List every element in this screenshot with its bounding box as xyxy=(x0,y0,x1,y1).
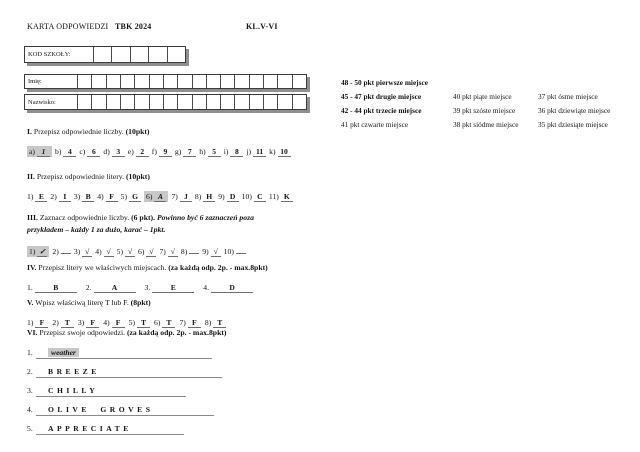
class-range-label: KL.V-VI xyxy=(246,22,278,31)
grid-cell[interactable] xyxy=(120,95,134,109)
answer-item xyxy=(159,246,177,257)
section-v xyxy=(27,297,357,328)
answer-item xyxy=(203,282,253,293)
answer-blank[interactable] xyxy=(37,147,50,157)
answer-item xyxy=(79,146,100,157)
answer-label: c) xyxy=(79,147,86,156)
answer-label: 7) xyxy=(159,247,166,256)
answer-label: 3) xyxy=(73,247,81,256)
answer-blank[interactable] xyxy=(154,192,166,202)
score-entry: 36 pkt dziewiąte miejsce xyxy=(538,106,611,115)
answer-item xyxy=(144,191,168,202)
answer-label: 8) xyxy=(180,247,188,256)
answers-row xyxy=(27,347,357,442)
answer-item xyxy=(74,191,94,202)
answer-blank[interactable] xyxy=(112,147,125,157)
answer-value: 11 xyxy=(256,147,264,156)
section-vi xyxy=(27,327,357,442)
answer-blank[interactable] xyxy=(254,192,266,202)
answer-value: E xyxy=(170,283,176,292)
section-points: (10pkt) xyxy=(126,172,150,181)
section-number: VI. xyxy=(27,328,38,337)
grid-cell[interactable] xyxy=(263,75,277,88)
answer-blank[interactable] xyxy=(203,192,215,202)
section-points: (8pkt) xyxy=(130,298,151,307)
answer-blank[interactable] xyxy=(211,247,221,257)
answer-item xyxy=(195,191,215,202)
section-number: III. xyxy=(27,213,38,222)
section-points: (za każdą odp. 2p. - max.8pkt) xyxy=(126,328,227,337)
answer-value: A xyxy=(111,283,118,292)
answers-row xyxy=(27,146,357,157)
answer-blank[interactable] xyxy=(211,283,253,293)
answer-value: 8 xyxy=(235,147,239,156)
answer-label: 10) xyxy=(223,247,234,256)
answer-blank[interactable] xyxy=(36,386,186,397)
answer-label: 6) xyxy=(154,318,161,327)
answer-item xyxy=(128,146,149,157)
answer-blank[interactable] xyxy=(82,247,92,257)
answer-blank[interactable] xyxy=(36,424,184,435)
answer-label: 2) xyxy=(50,192,57,201)
first-name-label: Imię: xyxy=(28,78,42,85)
answer-value: D xyxy=(229,192,236,201)
grid-cell[interactable] xyxy=(148,47,166,62)
answer-value: √ xyxy=(106,247,111,256)
last-name-label: Nazwisko: xyxy=(28,98,56,106)
answer-blank[interactable] xyxy=(94,283,136,293)
grid-cell[interactable] xyxy=(192,75,206,88)
section-iii xyxy=(27,212,357,257)
grid-cell[interactable] xyxy=(263,95,277,109)
answer-item xyxy=(145,282,195,293)
grid-cell[interactable] xyxy=(206,75,220,88)
answer-label: j) xyxy=(246,147,252,156)
answer-blank[interactable] xyxy=(189,244,199,254)
section-title: Przepisz litery we właściwych miejscach. xyxy=(38,263,167,272)
grid-cell[interactable] xyxy=(130,47,148,62)
answer-item xyxy=(269,191,293,202)
answer-item xyxy=(27,282,77,293)
answer-label: a) xyxy=(29,147,35,156)
answer-label: b) xyxy=(54,147,62,156)
answer-item xyxy=(202,246,220,257)
answer-label: 1) xyxy=(27,318,34,327)
answer-blank[interactable] xyxy=(63,147,76,157)
answer-value: √ xyxy=(170,247,175,256)
answer-item xyxy=(74,246,92,257)
answer-blank[interactable] xyxy=(281,192,293,202)
answer-blank[interactable] xyxy=(227,192,239,202)
grid-cell[interactable] xyxy=(91,95,105,109)
answer-value: OLIVE GROVES xyxy=(48,405,154,414)
section-number: II. xyxy=(27,172,35,181)
answer-blank[interactable] xyxy=(104,247,114,257)
answer-blank[interactable] xyxy=(278,147,291,157)
section-title: Przepisz odpowiednie litery. xyxy=(36,172,125,181)
score-entry: 45 - 47 pkt drugie miejsce xyxy=(341,92,422,101)
answer-value: ✓ xyxy=(39,247,46,256)
answer-label: 11) xyxy=(268,192,279,201)
grid-cell[interactable] xyxy=(163,95,177,109)
score-entry: 48 - 50 pkt pierwsze miejsce xyxy=(341,78,428,87)
answer-label: d) xyxy=(103,147,110,156)
score-entry xyxy=(538,76,610,90)
answer-item xyxy=(181,244,199,257)
section-heading xyxy=(27,212,357,236)
answer-label: 2) xyxy=(52,247,59,256)
answer-value: 10 xyxy=(280,147,288,156)
answer-blank[interactable] xyxy=(87,147,100,157)
answer-blank[interactable] xyxy=(35,283,77,293)
answer-item xyxy=(175,146,196,157)
answer-blank[interactable] xyxy=(180,192,192,202)
answer-item xyxy=(246,146,266,157)
answer-blank[interactable] xyxy=(253,147,266,157)
answer-label: 6) xyxy=(146,192,153,201)
answer-label: 7) xyxy=(179,318,186,327)
answer-value: G xyxy=(132,192,138,201)
score-entry: 35 pkt dziesiąte miejsce xyxy=(538,120,608,129)
answer-label: k) xyxy=(269,147,276,156)
answer-blank[interactable] xyxy=(37,247,47,257)
answer-item xyxy=(55,146,76,157)
section-iv xyxy=(27,262,357,293)
section-points: (6 pkt). xyxy=(131,213,156,222)
grid-cell[interactable] xyxy=(77,95,91,109)
answer-label: 3. xyxy=(144,283,151,292)
grid-cell[interactable] xyxy=(77,75,91,88)
answer-blank[interactable] xyxy=(35,192,47,202)
answer-value: 4 xyxy=(67,147,72,156)
answer-blank[interactable] xyxy=(146,247,156,257)
answer-value: C xyxy=(257,192,263,201)
answer-item xyxy=(199,146,220,157)
grid-cell[interactable] xyxy=(234,75,248,88)
answer-blank[interactable] xyxy=(236,244,246,254)
answer-value: I xyxy=(63,192,67,201)
answer-item xyxy=(117,246,135,257)
answer-label: 1. xyxy=(27,283,33,292)
answer-item xyxy=(27,191,47,202)
header xyxy=(27,22,617,31)
grid-cell[interactable] xyxy=(91,75,105,88)
section-heading xyxy=(27,126,357,138)
grid-cell[interactable] xyxy=(277,75,291,88)
answer-value: D xyxy=(229,283,235,292)
section-heading xyxy=(27,262,357,274)
section-heading xyxy=(27,171,357,183)
answer-blank[interactable] xyxy=(208,147,221,157)
grid-cell[interactable] xyxy=(149,75,163,88)
answer-item xyxy=(97,191,117,202)
answer-value: √ xyxy=(149,247,154,256)
answer-blank[interactable] xyxy=(36,367,222,378)
answer-label: 9) xyxy=(202,247,209,256)
answer-value: BREEZE xyxy=(48,367,100,376)
answer-value: √ xyxy=(85,247,90,256)
section-points: (za każdą odp. 2p. - max.8pkt) xyxy=(168,263,268,272)
answer-value: √ xyxy=(127,247,133,256)
section-number: V. xyxy=(27,298,34,307)
score-entry: 38 pkt siódme miejsce xyxy=(453,120,519,129)
grid-cell[interactable] xyxy=(292,95,306,109)
answer-item xyxy=(152,146,172,157)
answer-value: 5 xyxy=(212,147,217,156)
answer-blank[interactable] xyxy=(136,147,149,157)
section-number: IV. xyxy=(27,263,37,272)
answer-item xyxy=(86,282,136,293)
answer-label: e) xyxy=(127,147,134,156)
answer-label: 4) xyxy=(103,318,110,327)
score-entry xyxy=(453,76,538,90)
answer-label: 5. xyxy=(27,424,33,433)
grid-cell[interactable] xyxy=(177,95,191,109)
answer-label: i) xyxy=(223,147,229,156)
answer-value: 3 xyxy=(116,147,121,156)
answer-label: 4) xyxy=(97,192,104,201)
answer-item xyxy=(171,191,191,202)
section-i xyxy=(27,126,357,157)
answer-label: 3) xyxy=(77,318,85,327)
answer-label: 2) xyxy=(52,318,59,327)
answer-label: 1) xyxy=(27,192,34,201)
grid-cell[interactable] xyxy=(111,47,129,62)
answer-label: 8) xyxy=(194,192,202,201)
answer-value: K xyxy=(283,192,290,201)
answer-value: APPRECIATE xyxy=(48,424,132,433)
answer-blank[interactable] xyxy=(36,405,214,416)
section-title: Wpisz właściwą literę T lub F. xyxy=(35,298,129,307)
answer-blank[interactable] xyxy=(168,247,178,257)
answer-value: T xyxy=(166,318,172,327)
grid-cell[interactable] xyxy=(292,75,306,88)
grid-cell[interactable] xyxy=(277,95,291,109)
answer-item xyxy=(218,191,238,202)
answer-value: √ xyxy=(213,247,218,256)
first-name-field xyxy=(24,74,307,89)
grid-cell[interactable] xyxy=(234,95,248,109)
grid-cell[interactable] xyxy=(93,47,111,62)
answers-row xyxy=(27,191,357,202)
grid-cell[interactable] xyxy=(167,47,185,62)
answer-label: 3. xyxy=(27,386,33,395)
grid-cell[interactable] xyxy=(106,95,120,109)
answer-item xyxy=(52,244,70,257)
answer-label: f) xyxy=(151,147,157,156)
answer-label: 4. xyxy=(27,405,33,414)
answer-label: 1) xyxy=(29,247,36,256)
answer-label: 6) xyxy=(138,247,145,256)
answer-value: T xyxy=(64,318,70,327)
grid-cell[interactable] xyxy=(134,95,148,109)
last-name-field xyxy=(24,94,307,110)
answer-blank[interactable] xyxy=(230,147,243,157)
grid-cell[interactable] xyxy=(206,95,220,109)
score-entry: 37 pkt ósme miejsce xyxy=(538,92,598,101)
answer-label: 2. xyxy=(27,367,33,376)
section-heading xyxy=(27,297,357,309)
answer-value: 7 xyxy=(187,147,192,156)
grid-cell[interactable] xyxy=(120,75,134,88)
grid-cell[interactable] xyxy=(149,95,163,109)
answer-item xyxy=(27,385,357,404)
answer-value: weather xyxy=(48,348,79,357)
answer-label: 9) xyxy=(218,192,225,201)
answer-value: T xyxy=(217,318,223,327)
grid-cell[interactable] xyxy=(134,75,148,88)
edition-label: TBK 2024 xyxy=(115,22,152,31)
answers-row xyxy=(27,282,357,293)
answer-blank[interactable] xyxy=(36,348,212,359)
answer-label: h) xyxy=(199,147,206,156)
answer-item xyxy=(224,146,244,157)
grid-cell[interactable] xyxy=(192,95,206,109)
answer-value: F xyxy=(109,192,114,201)
answer-item xyxy=(95,246,113,257)
grid-cell[interactable] xyxy=(106,75,120,88)
score-entry: 40 pkt piąte miejsce xyxy=(453,92,512,101)
answer-value: T xyxy=(140,318,147,327)
answer-value: H xyxy=(206,192,213,201)
answer-label: 7) xyxy=(171,192,178,201)
answer-item xyxy=(269,146,290,157)
answer-label: 8) xyxy=(204,318,212,327)
answer-item xyxy=(103,146,124,157)
answer-value: 2 xyxy=(140,147,145,156)
score-entry: 42 - 44 pkt trzecie miejsce xyxy=(341,106,422,115)
answer-blank[interactable] xyxy=(82,192,94,202)
answer-label: 4. xyxy=(203,283,210,292)
grid-cell[interactable] xyxy=(177,75,191,88)
section-title: Przepisz odpowiednie liczby. xyxy=(33,127,124,136)
answer-blank[interactable] xyxy=(183,147,196,157)
answer-value: 6 xyxy=(91,147,96,156)
grid-cell[interactable] xyxy=(249,75,263,88)
school-code-field xyxy=(24,46,186,63)
page-title: KARTA ODPOWIEDZI xyxy=(27,22,109,31)
answer-label: 5) xyxy=(120,192,128,201)
section-title: Zaznacz odpowiednie liczby. xyxy=(39,213,130,222)
answer-value: F xyxy=(90,318,96,327)
answer-item xyxy=(27,246,49,257)
answer-blank[interactable] xyxy=(61,244,71,254)
answer-item xyxy=(50,191,70,202)
answer-blank[interactable] xyxy=(152,283,194,293)
answer-item xyxy=(27,347,357,366)
school-code-label: KOD SZKOŁY: xyxy=(28,51,71,58)
section-note: Powinno być 6 zaznaczeń poza xyxy=(156,213,254,222)
answer-value: CHILLY xyxy=(48,386,99,395)
score-entry: 39 pkt szóste miejsce xyxy=(453,106,516,115)
answer-item xyxy=(27,146,52,157)
section-heading xyxy=(27,327,357,339)
section-number: I. xyxy=(27,127,32,136)
answer-value: F xyxy=(39,318,45,327)
answer-item xyxy=(242,191,266,202)
answer-value: F xyxy=(115,318,121,327)
answer-value: F xyxy=(192,318,197,327)
section-points: (10pkt) xyxy=(125,127,150,136)
score-entry: 41 pkt czwarte miejsce xyxy=(341,120,409,129)
answer-label: 4) xyxy=(95,247,102,256)
answer-label: 5) xyxy=(116,247,124,256)
grid-cell[interactable] xyxy=(249,95,263,109)
answer-blank[interactable] xyxy=(125,247,135,257)
answer-blank[interactable] xyxy=(106,192,118,202)
section-ii xyxy=(27,171,357,202)
grid-cell[interactable] xyxy=(163,75,177,88)
answer-label: 3) xyxy=(73,192,81,201)
grid-cell[interactable] xyxy=(220,75,234,88)
answers-row xyxy=(27,244,357,257)
answer-value: 9 xyxy=(163,147,168,156)
answer-value: B xyxy=(85,192,91,201)
section-note: przykładem – każdy 1 za dużo, karać – 1pkt. xyxy=(27,225,166,234)
score-table xyxy=(341,76,610,132)
answer-label: 1. xyxy=(27,348,33,357)
answer-label: g) xyxy=(174,147,182,156)
answer-item xyxy=(138,246,156,257)
answer-value: E xyxy=(38,192,44,201)
answer-value: 1 xyxy=(41,147,46,156)
answer-item xyxy=(27,404,357,423)
answer-item xyxy=(27,366,357,385)
answer-value: B xyxy=(53,283,59,292)
answer-label: 5) xyxy=(128,318,136,327)
answer-blank[interactable] xyxy=(59,192,71,202)
grid-cell[interactable] xyxy=(220,95,234,109)
answer-label: 2. xyxy=(85,283,92,292)
answer-item xyxy=(27,423,357,442)
answer-value: J xyxy=(183,192,188,201)
answer-item xyxy=(121,191,141,202)
answer-item xyxy=(224,244,246,257)
section-title: Przepisz swoje odpowiedzi. xyxy=(39,328,126,337)
answer-blank[interactable] xyxy=(129,192,141,202)
answer-label: 10) xyxy=(241,192,252,201)
answer-value: A xyxy=(157,192,163,201)
answer-blank[interactable] xyxy=(159,147,172,157)
